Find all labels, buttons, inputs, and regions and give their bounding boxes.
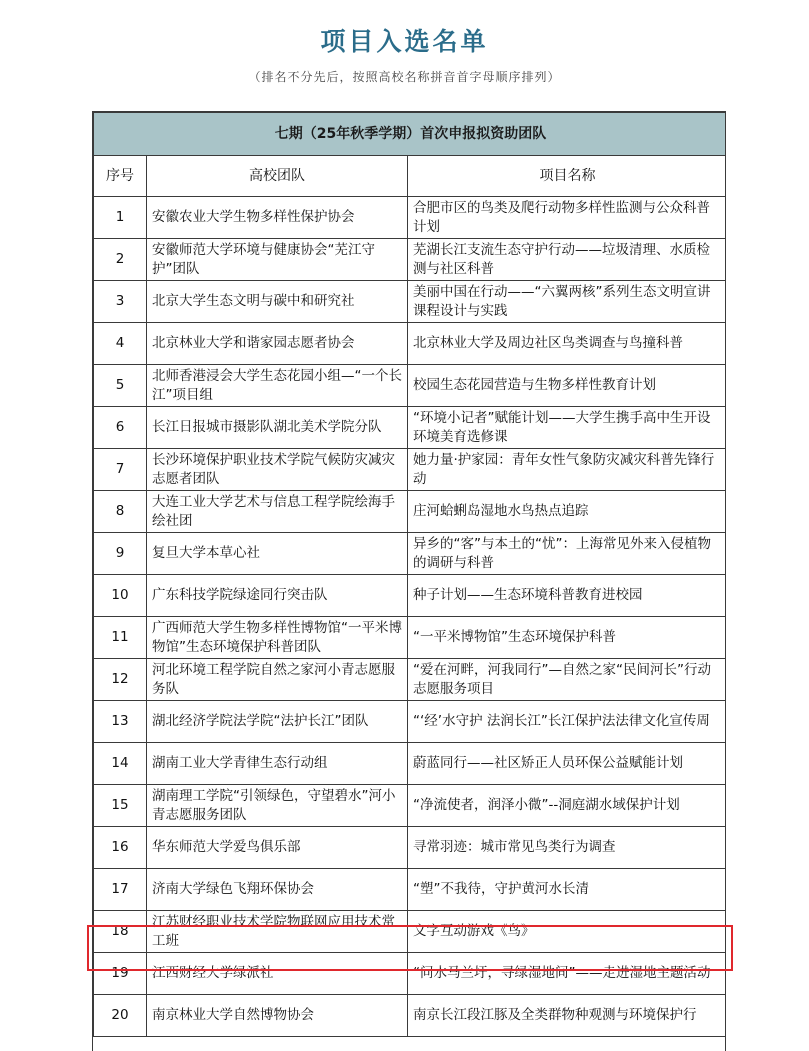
row-number: 20 (94, 995, 147, 1037)
row-number: 14 (94, 743, 147, 785)
column-header-team: 高校团队 (147, 156, 408, 197)
row-project: 北京林业大学及周边社区鸟类调查与鸟撞科普 (408, 323, 727, 365)
row-number: 12 (94, 659, 147, 701)
table-row (94, 491, 727, 533)
row-number: 11 (94, 617, 147, 659)
row-team: 江苏财经职业技术学院物联网应用技术常工班 (147, 911, 408, 953)
column-header-num: 序号 (94, 156, 147, 197)
table-row (94, 995, 727, 1037)
row-project: 合肥市区的鸟类及爬行动物多样性监测与公众科普计划 (408, 197, 727, 239)
table-row (94, 407, 727, 449)
row-team: 长沙环境保护职业技术学院气候防灾减灾志愿者团队 (147, 449, 408, 491)
row-project: 校园生态花园营造与生物多样性教育计划 (408, 365, 727, 407)
table-row (94, 281, 727, 323)
row-number: 9 (94, 533, 147, 575)
row-team: 安徽农业大学生物多样性保护协会 (147, 197, 408, 239)
row-number: 1 (94, 197, 147, 239)
table-row (94, 953, 727, 995)
selection-table (93, 112, 726, 1037)
row-project: 庄河蛤蜊岛湿地水鸟热点追踪 (408, 491, 727, 533)
row-team: 广东科技学院绿途同行突击队 (147, 575, 408, 617)
row-number: 3 (94, 281, 147, 323)
row-project: “爱在河畔，河我同行”—自然之家“民间河长”行动志愿服务项目 (408, 659, 727, 701)
table-row (94, 911, 727, 953)
row-project: “环境小记者”赋能计划——大学生携手高中生开设环境美育选修课 (408, 407, 727, 449)
table-row (94, 533, 727, 575)
row-project: 文字互动游戏《鸟》 (408, 911, 727, 953)
row-number: 15 (94, 785, 147, 827)
row-project: “塑”不我待，守护黄河水长清 (408, 869, 727, 911)
row-number: 16 (94, 827, 147, 869)
row-number: 18 (94, 911, 147, 953)
row-project: “问水马兰圩，寻绿湿地间”——走进湿地主题活动 (408, 953, 727, 995)
row-number: 10 (94, 575, 147, 617)
table-row (94, 743, 727, 785)
row-team: 江西财经大学绿派社 (147, 953, 408, 995)
table-body (94, 197, 727, 1037)
row-team: 济南大学绿色飞翔环保协会 (147, 869, 408, 911)
row-team: 大连工业大学艺术与信息工程学院绘海手绘社团 (147, 491, 408, 533)
table-row (94, 365, 727, 407)
table-row (94, 323, 727, 365)
row-team: 广西师范大学生物多样性博物馆“一平米博物馆”生态环境保护科普团队 (147, 617, 408, 659)
row-number: 19 (94, 953, 147, 995)
row-project: 美丽中国在行动——“六翼两核”系列生态文明宣讲课程设计与实践 (408, 281, 727, 323)
row-number: 13 (94, 701, 147, 743)
row-number: 7 (94, 449, 147, 491)
row-team: 安徽师范大学环境与健康协会“芜江守护”团队 (147, 239, 408, 281)
table-row (94, 449, 727, 491)
table-row (94, 869, 727, 911)
row-team: 复旦大学本草心社 (147, 533, 408, 575)
row-number: 17 (94, 869, 147, 911)
row-team: 北京大学生态文明与碳中和研究社 (147, 281, 408, 323)
row-team: 南京林业大学自然博物协会 (147, 995, 408, 1037)
row-project: “净流使者，润泽小微”--洞庭湖水域保护计划 (408, 785, 727, 827)
table-row (94, 197, 727, 239)
section-title: 七期（25年秋季学期）首次申报拟资助团队 (94, 113, 727, 156)
row-project: 异乡的“客”与本土的“忧”：上海常见外来入侵植物的调研与科普 (408, 533, 727, 575)
row-project: “一平米博物馆”生态环境保护科普 (408, 617, 727, 659)
row-project: 种子计划——生态环境科普教育进校园 (408, 575, 727, 617)
table-row (94, 785, 727, 827)
page-title: 项目入选名单 (320, 27, 489, 56)
row-number: 6 (94, 407, 147, 449)
row-team: 河北环境工程学院自然之家河小青志愿服务队 (147, 659, 408, 701)
row-project: 芜湖长江支流生态守护行动——垃圾清理、水质检测与社区科普 (408, 239, 727, 281)
row-team: 湖北经济学院法学院“法护长江”团队 (147, 701, 408, 743)
row-number: 5 (94, 365, 147, 407)
column-header-row (94, 156, 727, 197)
table-row (94, 239, 727, 281)
row-team: 华东师范大学爱鸟俱乐部 (147, 827, 408, 869)
table-row (94, 659, 727, 701)
row-project: “‘经’水守护 法润长江”长江保护法法律文化宣传周 (408, 701, 727, 743)
row-project: 寻常羽迹：城市常见鸟类行为调查 (408, 827, 727, 869)
table-row (94, 701, 727, 743)
row-number: 2 (94, 239, 147, 281)
row-team: 湖南理工学院“引领绿色，守望碧水”河小青志愿服务团队 (147, 785, 408, 827)
row-project: 她力量·护家园：青年女性气象防灾减灾科普先锋行动 (408, 449, 727, 491)
row-team: 北师香港浸会大学生态花园小组—“一个长江”项目组 (147, 365, 408, 407)
row-number: 8 (94, 491, 147, 533)
selection-table-container (92, 111, 726, 1051)
table-row (94, 827, 727, 869)
row-team: 湖南工业大学青律生态行动组 (147, 743, 408, 785)
row-project: 蔚蓝同行——社区矫正人员环保公益赋能计划 (408, 743, 727, 785)
page-subtitle: （排名不分先后，按照高校名称拼音首字母顺序排列） (248, 70, 561, 84)
row-number: 4 (94, 323, 147, 365)
row-project: 南京长江段江豚及全类群物种观测与环境保护行 (408, 995, 727, 1037)
column-header-project: 项目名称 (408, 156, 727, 197)
section-header-row (94, 113, 727, 156)
table-row (94, 575, 727, 617)
row-team: 北京林业大学和谐家园志愿者协会 (147, 323, 408, 365)
row-team: 长江日报城市摄影队湖北美术学院分队 (147, 407, 408, 449)
table-row (94, 617, 727, 659)
